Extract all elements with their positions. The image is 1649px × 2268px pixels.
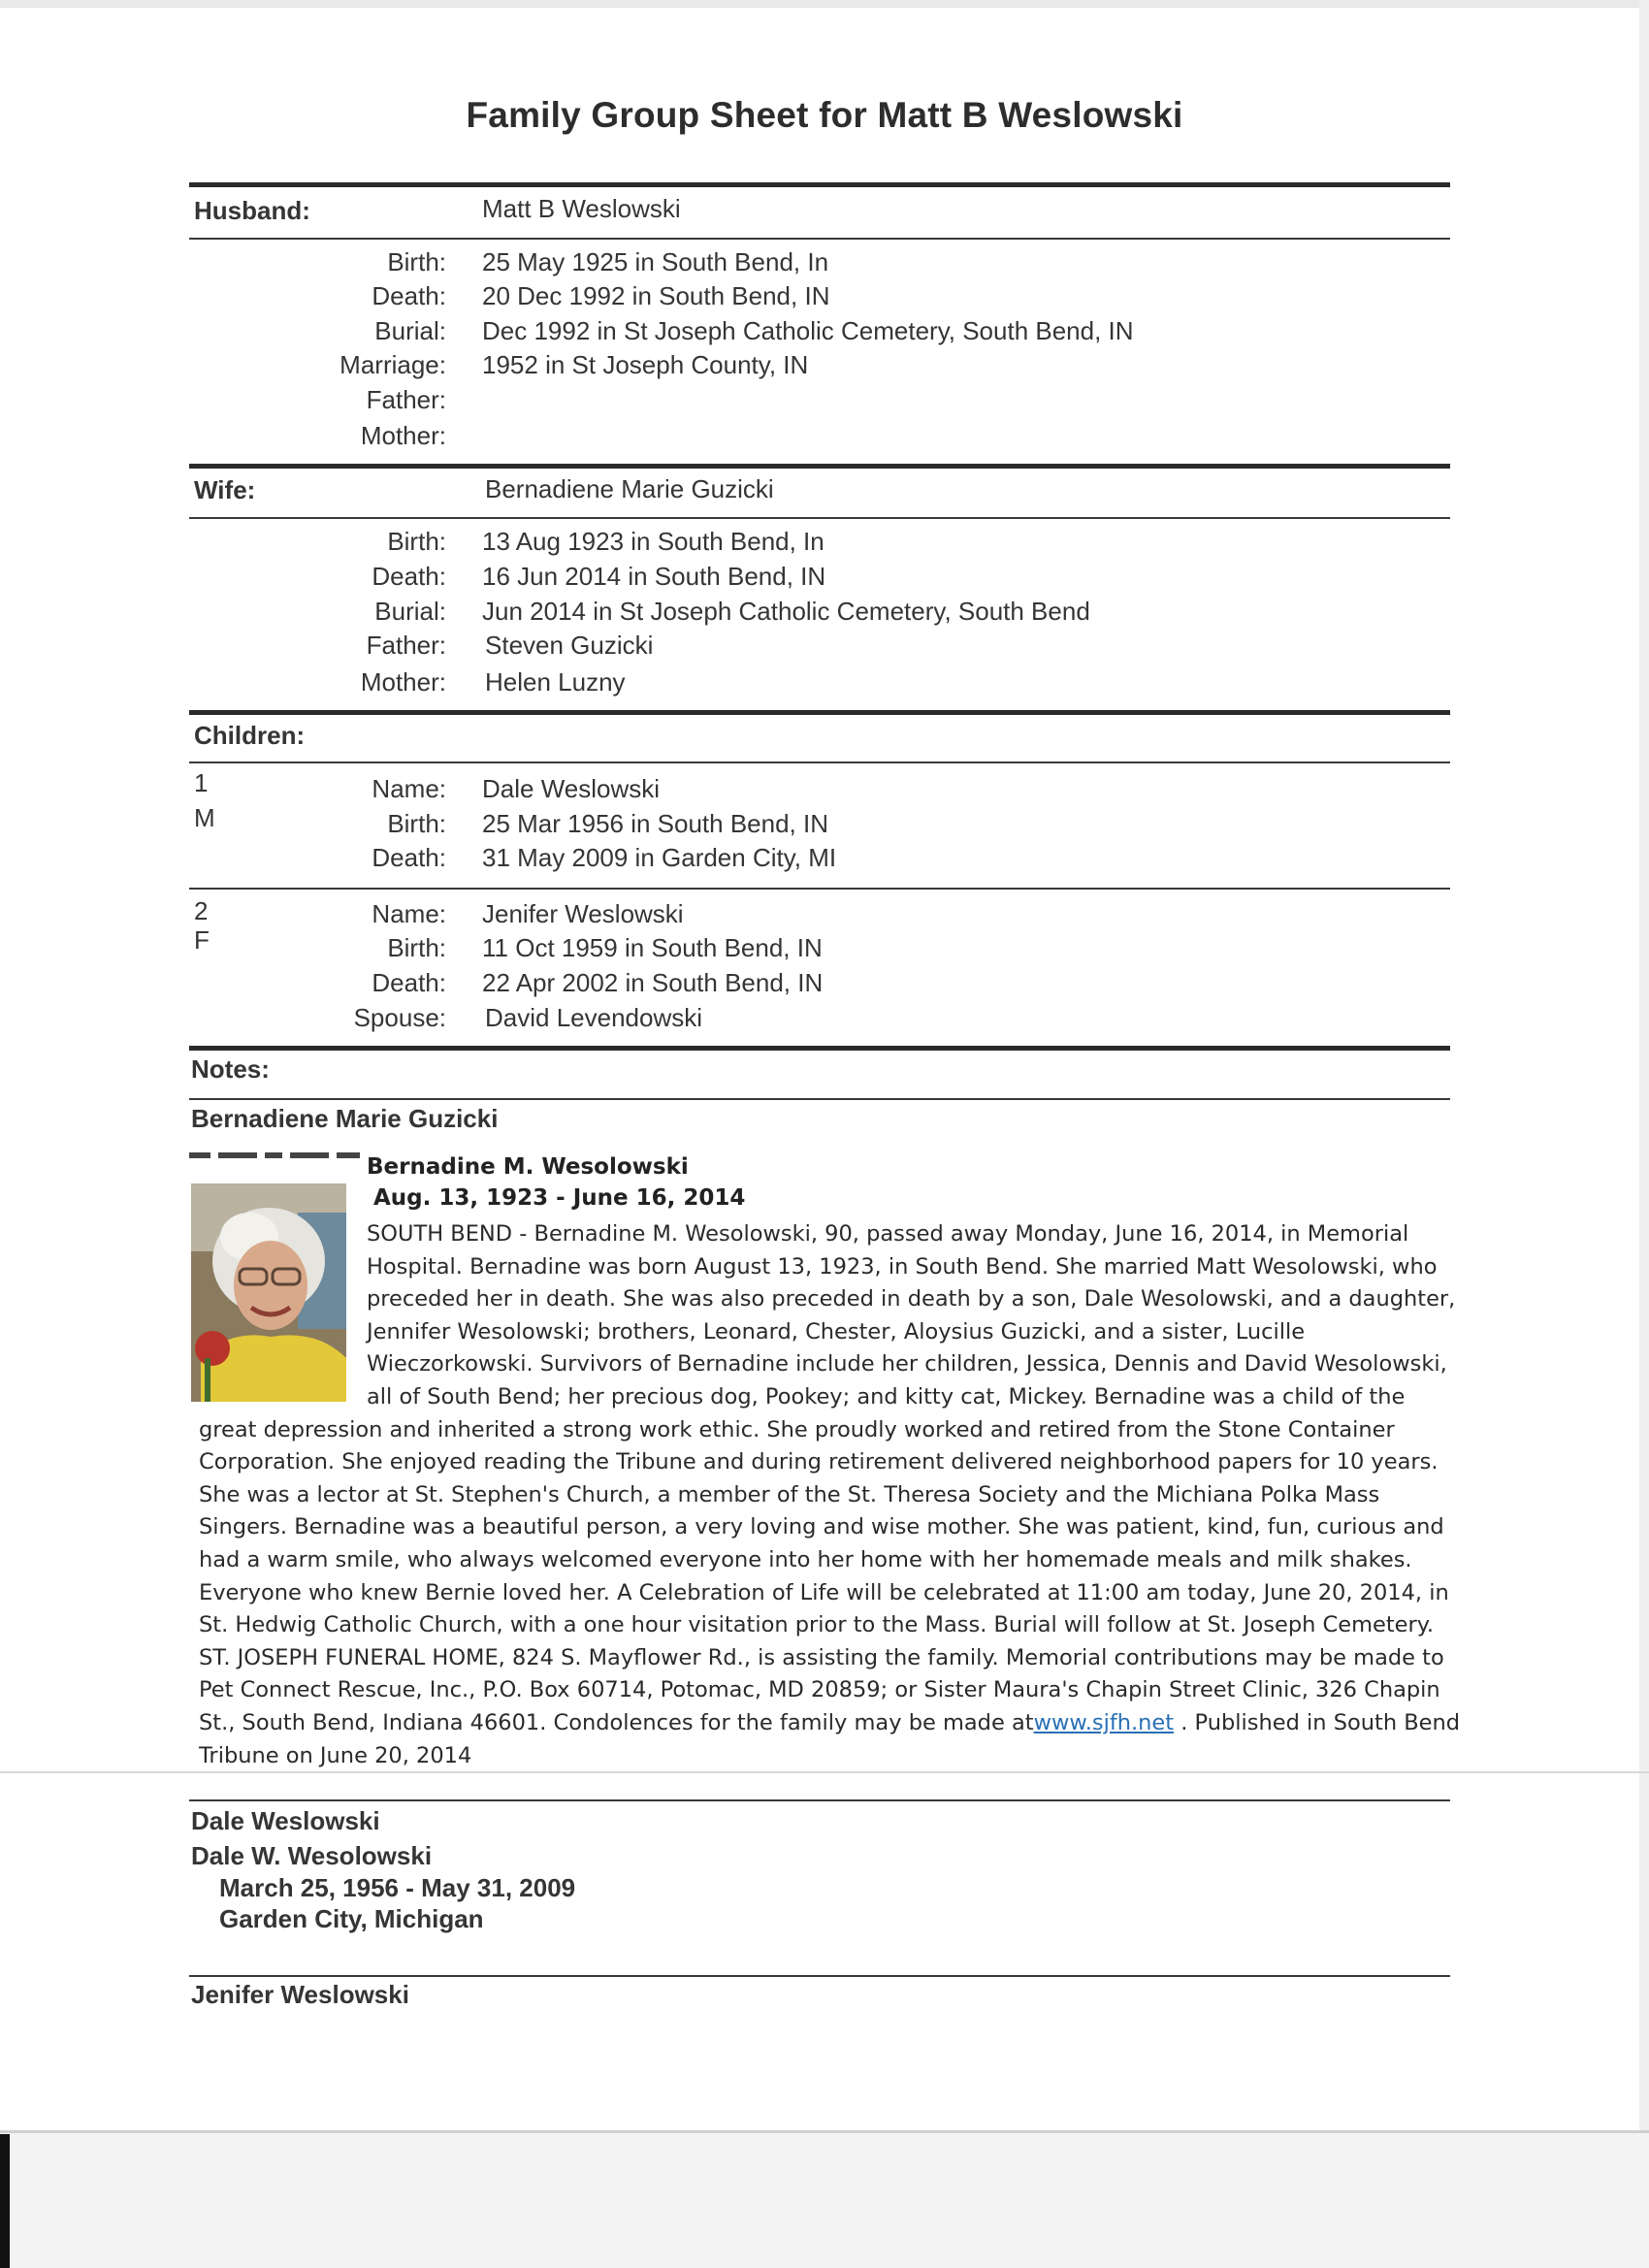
obituary-body-end: . Published in South Bend Tribune on June 20, 2014 xyxy=(199,1709,1461,1768)
husband-birth-label: Birth: xyxy=(387,247,446,276)
section-rule xyxy=(189,1046,1450,1051)
wife-birth-label: Birth: xyxy=(387,527,446,556)
child-2-spouse-value: David Levendowski xyxy=(485,1003,703,1032)
section-divider xyxy=(189,1975,1450,1977)
husband-birth-value: 25 May 1925 in South Bend, In xyxy=(482,247,829,276)
section-divider xyxy=(189,517,1450,519)
child-2-name-value: Jenifer Weslowski xyxy=(482,899,684,928)
husband-death-label: Death: xyxy=(372,281,446,310)
wife-burial-label: Burial: xyxy=(374,597,446,626)
wife-mother-value: Helen Luzny xyxy=(485,667,626,697)
husband-marriage-label: Marriage: xyxy=(340,350,446,379)
wife-death-label: Death: xyxy=(372,562,446,591)
wife-section-label: Wife: xyxy=(194,475,256,504)
wife-father-label: Father: xyxy=(366,631,446,660)
section-rule xyxy=(189,182,1450,187)
child-2-death-label: Death: xyxy=(372,968,446,997)
wife-death-value: 16 Jun 2014 in South Bend, IN xyxy=(482,562,826,591)
child-1-death-label: Death: xyxy=(372,843,446,872)
husband-father-label: Father: xyxy=(366,385,446,414)
obituary-name: Bernadine M. Wesolowski xyxy=(367,1154,689,1180)
child1-note-line: March 25, 1956 - May 31, 2009 xyxy=(219,1873,576,1902)
section-rule xyxy=(189,710,1450,715)
wife-burial-value: Jun 2014 in St Joseph Catholic Cemetery, South Bend xyxy=(482,597,1090,626)
child-divider xyxy=(189,888,1450,890)
child-1-birth-value: 25 Mar 1956 in South Bend, IN xyxy=(482,809,829,838)
child1-note-line: Dale W. Wesolowski xyxy=(191,1841,433,1870)
husband-death-value: 20 Dec 1992 in South Bend, IN xyxy=(482,281,830,310)
children-section-label: Children: xyxy=(194,721,306,750)
section-divider xyxy=(189,1098,1450,1100)
obituary-text xyxy=(199,1218,1465,1772)
husband-burial-value: Dec 1992 in St Joseph Catholic Cemetery, South Bend, IN xyxy=(482,316,1134,345)
wife-note-heading: Bernadiene Marie Guzicki xyxy=(191,1104,499,1133)
obituary-dates: Aug. 13, 1923 - June 16, 2014 xyxy=(373,1185,746,1211)
child2-note-heading: Jenifer Weslowski xyxy=(191,1980,409,2009)
notes-section-label: Notes: xyxy=(191,1054,270,1084)
section-rule xyxy=(189,464,1450,469)
page-title: Family Group Sheet for Matt B Weslowski xyxy=(466,95,1183,135)
child1-note-heading: Dale Weslowski xyxy=(191,1806,380,1835)
child1-note-line: Garden City, Michigan xyxy=(219,1904,484,1933)
funeral-home-link[interactable]: www.sjfh.net xyxy=(1033,1709,1175,1735)
child-2-birth-value: 11 Oct 1959 in South Bend, IN xyxy=(482,933,823,962)
child-1-name-label: Name: xyxy=(372,774,446,803)
husband-marriage-value: 1952 in St Joseph County, IN xyxy=(482,350,809,379)
child-2-name-label: Name: xyxy=(372,899,446,928)
husband-mother-label: Mother: xyxy=(360,421,446,450)
child-2-birth-label: Birth: xyxy=(387,933,446,962)
child-2-spouse-label: Spouse: xyxy=(353,1003,446,1032)
section-divider xyxy=(189,1799,1450,1801)
wife-father-value: Steven Guzicki xyxy=(485,631,654,660)
husband-burial-label: Burial: xyxy=(374,316,446,345)
child-1-number: 1 xyxy=(194,768,209,797)
obituary-body: SOUTH BEND - Bernadine M. Wesolowski, 90, passed away Monday, June 16, 2014, in Memorial Hospital. Bernadine was born August 13, 1923, in South Bend. She married Matt Wesolowski, who preceded her in death. She was also preceded in death by a son, Dale Wesolowski, and a daughter, Jennifer Wesolowski; brothers, Leonard, Chester, Aloysius Guzicki, and a sister, Lucille Wieczorkowski. Survivors of Bernadine include her children, Jessica, Dennis and David Wesolowski, all of South Bend; her precious dog, Pookey; and kitty cat, Mickey. Bernadine was a child of the great depression and inherited a strong work ethic. She proudly worked and retired from the Stone Container Corporation. She enjoyed reading the Tribune and during retirement delivered neighborhood papers for 10 years. She was a lector at St. Stephen's Church, a member of the St. Theresa Society and the Michiana Polka Mass Singers. Bernadine was a beautiful person, a very loving and wise mother. She was patient, kind, fun, curious and had a warm smile, who always welcomed everyone into her home with her homemade meals and milk shakes. Everyone who knew Bernie loved her. A Celebration of Life will be celebrated at 11:00 am today, June 20, 2014, in St. Hedwig Catholic Church, with a one hour visitation prior to the Mass. Burial will follow at St. Joseph Cemetery. ST. JOSEPH FUNERAL HOME, 824 S. Mayflower Rd., is assisting the family. Memorial contributions may be made to Pet Connect Rescue, Inc., P.O. Box 60714, Potomac, MD 20859; or Sister Maura's Chapin Street Clinic, 326 Chapin St., South Bend, Indiana 46601. Condolences for the family may be made at xyxy=(199,1221,1456,1735)
child-1-death-value: 31 May 2009 in Garden City, MI xyxy=(482,843,837,872)
section-divider xyxy=(189,238,1450,240)
child-1-name-value: Dale Weslowski xyxy=(482,774,661,803)
wife-name: Bernadiene Marie Guzicki xyxy=(485,474,774,503)
section-divider xyxy=(189,761,1450,763)
child-2-death-value: 22 Apr 2002 in South Bend, IN xyxy=(482,968,824,997)
child-1-birth-label: Birth: xyxy=(387,809,446,838)
wife-mother-label: Mother: xyxy=(360,667,446,697)
child-2-number: 2 xyxy=(194,896,209,925)
child-1-sex: M xyxy=(194,803,215,832)
husband-name: Matt B Weslowski xyxy=(482,194,681,223)
clipped-text-remnant xyxy=(189,1145,383,1160)
husband-section-label: Husband: xyxy=(194,196,310,225)
wife-birth-value: 13 Aug 1923 in South Bend, In xyxy=(482,527,824,556)
child-2-sex: F xyxy=(194,925,210,955)
